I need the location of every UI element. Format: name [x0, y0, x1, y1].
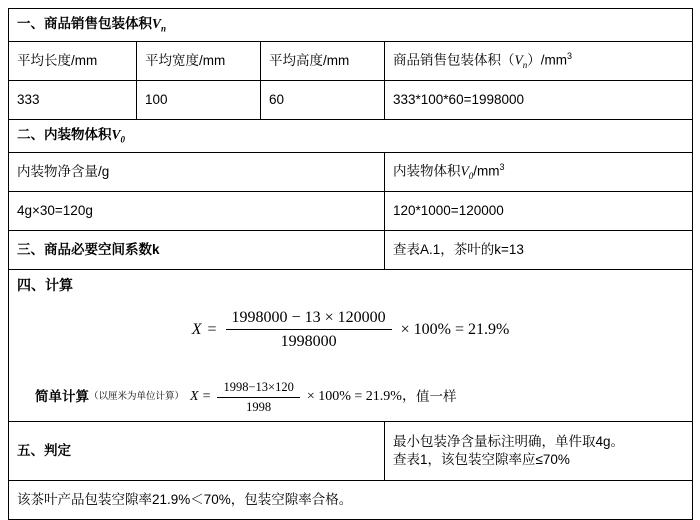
- table2-value-netweight: 4g×30=120g: [9, 191, 385, 230]
- table1-value-length: 333: [9, 80, 137, 119]
- simple-calculation-label: 简单计算: [35, 389, 89, 404]
- table2-value-volume: 120*1000=120000: [385, 191, 693, 230]
- formula-numerator: 1998000 − 13 × 120000: [226, 307, 392, 331]
- table2-value-row: [9, 191, 693, 230]
- formula-equals: =: [207, 320, 217, 338]
- table2-header-volume-superscript: 3: [499, 161, 505, 172]
- conclusion-row: [9, 481, 693, 520]
- table1-header-volume: [385, 41, 693, 80]
- table1-header-height: 平均高度/mm: [261, 41, 385, 80]
- simple-formula-x: X: [190, 388, 199, 404]
- simple-formula-denominator: 1998: [246, 399, 272, 414]
- calculation-cell: [9, 269, 693, 422]
- formula-fraction: [226, 307, 392, 353]
- table1-header-volume-subscript: n: [522, 60, 528, 71]
- table2-header-volume-variable: V: [460, 163, 469, 179]
- simple-formula-fraction: [217, 379, 299, 416]
- section-5-row: [9, 422, 693, 481]
- table2-header-volume-suffix: /mm: [473, 163, 500, 179]
- section-1-title-row: [9, 9, 693, 42]
- section-2-title-cell: [9, 119, 693, 152]
- section-1-title-subscript: n: [161, 23, 167, 34]
- table1-value-height: 60: [261, 80, 385, 119]
- table1-header-width: 平均宽度/mm: [137, 41, 261, 80]
- section-3-row: [9, 230, 693, 269]
- table1-header-volume-prefix: 商品销售包装体积（: [393, 52, 515, 68]
- judgment-line-1: 最小包装净含量标注明确，单件取4g。: [393, 434, 625, 450]
- table2-header-netweight: 内装物净含量/g: [9, 152, 385, 191]
- simple-formula-equals: =: [202, 388, 211, 404]
- judgment-line-2: 查表1，该包装空隙率应≤70%: [393, 452, 570, 468]
- conclusion-cell: 该茶叶产品包装空隙率21.9%＜70%，包装空隙率合格。: [9, 481, 693, 520]
- section-5-value-cell: [385, 422, 693, 481]
- table2-header-volume: [385, 152, 693, 191]
- simple-formula-comment: 值一样: [415, 389, 457, 404]
- table1-value-volume: 333*100*60=1998000: [385, 80, 693, 119]
- formula-result: × 100% = 21.9%: [400, 320, 510, 338]
- section-2-title-variable: V: [111, 126, 121, 142]
- section-5-title-cell: 五、判定: [9, 422, 385, 481]
- section-4-title: 四、计算: [17, 276, 73, 293]
- simple-calculation-note: （以厘米为单位计算）: [89, 390, 185, 402]
- table1-header-length: 平均长度/mm: [9, 41, 137, 80]
- table2-header-volume-subscript: 0: [468, 171, 474, 182]
- section-4-row: [9, 269, 693, 422]
- main-formula: [17, 307, 684, 353]
- simple-formula-result: × 100% = 21.9%，: [306, 388, 416, 404]
- section-1-title-text: 一、商品销售包装体积: [17, 16, 152, 31]
- formula-denominator: 1998000: [280, 333, 337, 351]
- section-2-title-row: [9, 119, 693, 152]
- table1-header-row: [9, 41, 693, 80]
- section-1-title-variable: V: [152, 16, 162, 31]
- section-2-title-text: 二、内装物体积: [17, 126, 112, 142]
- simple-formula-numerator: 1998−13×120: [217, 379, 299, 398]
- packaging-calculation-table: [8, 8, 693, 520]
- section-3-value-cell: 查表A.1，茶叶的k=13: [385, 230, 693, 269]
- table1-header-volume-superscript: 3: [567, 51, 573, 62]
- table2-header-volume-prefix: 内装物体积: [393, 163, 461, 179]
- simple-calculation-row: [17, 379, 684, 416]
- table1-value-row: [9, 80, 693, 119]
- section-2-title-subscript: 0: [120, 134, 126, 145]
- section-1-title-cell: [9, 9, 693, 42]
- table2-header-row: [9, 152, 693, 191]
- table1-value-width: 100: [137, 80, 261, 119]
- section-3-title-cell: 三、商品必要空间系数k: [9, 230, 385, 269]
- table1-header-volume-variable: V: [514, 52, 523, 68]
- table1-header-volume-suffix: ）/mm: [527, 52, 567, 68]
- formula-x: X: [191, 320, 202, 338]
